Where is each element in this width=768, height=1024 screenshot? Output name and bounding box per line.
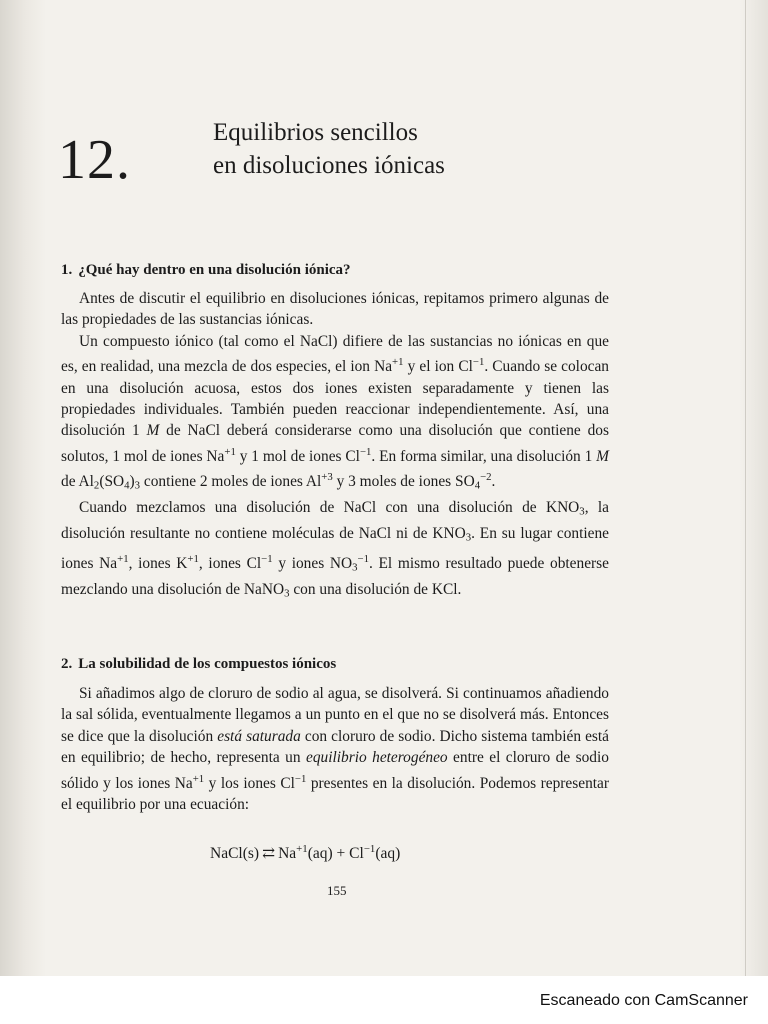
paragraph-3: Cuando mezclamos una disolución de NaCl con una disolución de $KNO_3$, la disolución resultante no contiene moléculas de NaCl ni de $KNO_3$. En su lugar contiene iones $Na^{+1}$, iones $K^{+1}$, iones $Cl^{-1}$ y iones $NO_3^{-1}$. El mismo resultado puede obtenerse mezclando una disolución de NaNO$_3$ con una disolución de KCl.: [61, 499, 609, 600]
equilibrium-arrow: ⇄: [262, 844, 276, 862]
equilibrium-equation: [210, 843, 400, 863]
equation-product-2-state: (aq): [375, 844, 401, 862]
equation-product-2: Cl: [349, 844, 364, 862]
chapter-title-line-1: Equilibrios sencillos: [213, 119, 418, 146]
section-1-title: ¿Qué hay dentro en una disolución iónica?: [78, 262, 351, 278]
equation-reactant: NaCl(s): [210, 844, 260, 862]
paragraph-1: Antes de discutir el equilibrio en disoluciones iónicas, repitamos primero algunas de las propiedades de las sustancias iónicas.: [61, 290, 609, 329]
section-2-number: 2.: [61, 656, 73, 672]
equation-product-2-charge: −1: [363, 843, 376, 855]
page-edge-line: [745, 0, 746, 1024]
section-2-body: [61, 683, 609, 815]
section-2-heading: [61, 656, 336, 673]
chapter-title: [213, 116, 445, 182]
section-2-title: La solubilidad de los compuestos iónicos: [78, 656, 337, 672]
scanner-watermark: Escaneado con CamScanner: [539, 992, 748, 1009]
section-1-number: 1.: [61, 262, 73, 278]
equation-product-1-state: (aq): [307, 844, 333, 862]
page-number: 155: [327, 883, 347, 898]
page-gutter-shadow: [0, 0, 46, 1024]
paragraph-4: Si añadimos algo de cloruro de sodio al agua, se disolverá. Si continuamos añadiendo la sal sólida, eventualmente llegamos a un punto en el que no se disolverá más. Entonces se dice que la disolución está saturada con cloruro de sodio. Dicho sistema también está en equilibrio; de hecho, representa un equilibrio heterogéneo entre el cloruro de sodio sólido y los iones $Na^{+1}$ y los iones $Cl^{-1}$ presentes en la disolución. Podemos representar el equilibrio por una ecuación:: [61, 685, 610, 813]
chapter-number: 12.: [58, 129, 131, 191]
equation-plus: +: [336, 844, 346, 862]
section-1-heading: [61, 262, 351, 279]
chapter-title-line-2: en disoluciones iónicas: [213, 152, 445, 179]
equation-product-1: Na: [278, 844, 297, 862]
paragraph-2: Un compuesto iónico (tal como el NaCl) difiere de las sustancias no iónicas en que es, en realidad, una mezcla de dos especies, el ion $Na^{+1}$ y el ion $Cl^{-1}$. Cuando se colocan en una disolución acuosa, estos dos iones existen separadamente y tienen las propiedades individuales. También pueden reaccionar independientemente. Así, una disolución 1 M de NaCl deberá considerarse como una disolución que contiene dos solutos, 1 mol de iones $Na^{+1}$ y 1 mol de iones $Cl^{-1}$. En forma similar, una disolución 1 M de $Al_2(SO_4)_3$ contiene 2 moles de iones $Al^{+3}$ y 3 moles de iones $SO_4^{-2}$.: [61, 332, 610, 492]
section-1-body: [61, 288, 609, 605]
equation-product-1-charge: +1: [296, 843, 308, 855]
